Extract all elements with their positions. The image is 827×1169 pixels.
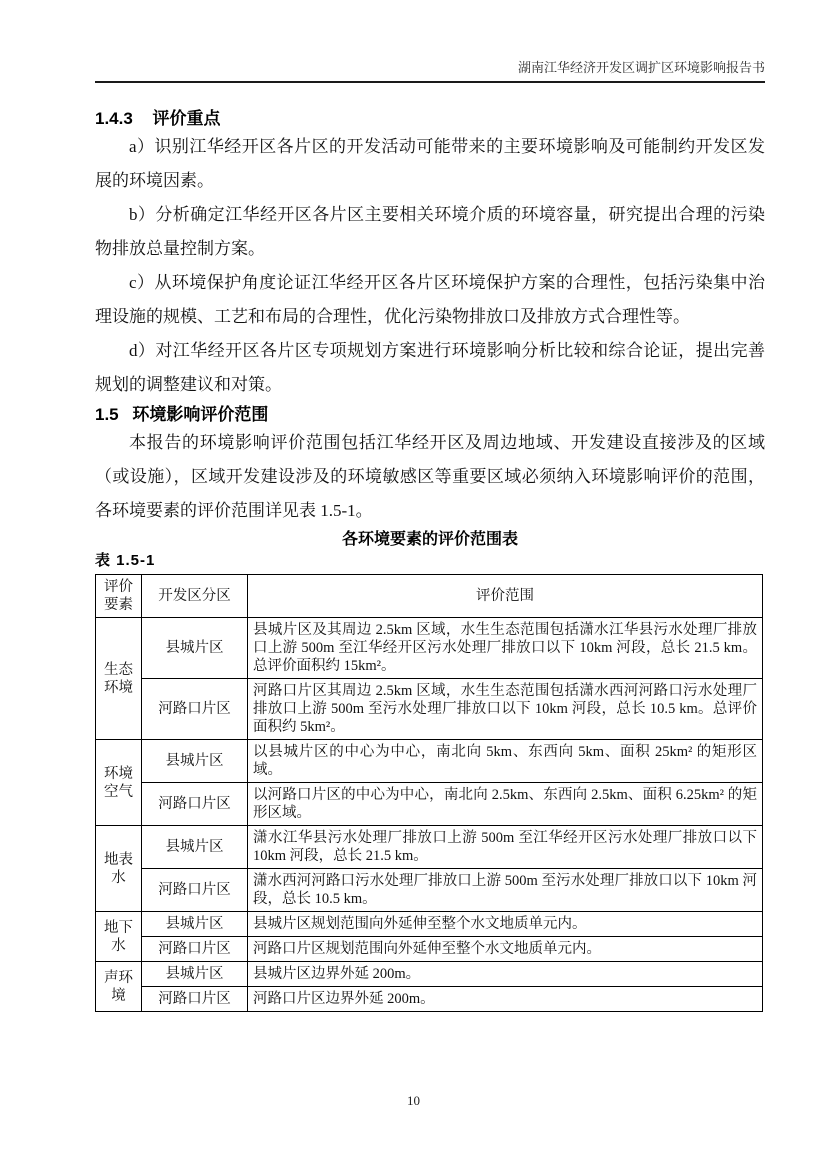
scope-cell: 河路口片区边界外延 200m。	[248, 987, 763, 1012]
section-heading-1-5	[95, 404, 765, 426]
section-number: 1.4.3	[95, 109, 133, 128]
paragraph-d: d）对江华经开区各片区专项规划方案进行环境影响分析比较和综合论证，提出完善规划的调整建议和对策。	[95, 341, 765, 394]
scope-cell: 河路口片区其周边 2.5km 区域，水生生态范围包括潇水西河河路口污水处理厂排放口上游 500m 至污水处理厂排放口以下 10km 河段，总长 10.5 km。总评价面积约 5km²。	[248, 679, 763, 740]
table-row	[96, 826, 763, 869]
paragraph-c: c）从环境保护角度论证江华经开区各片区环境保护方案的合理性，包括污染集中治理设施的规模、工艺和布局的合理性，优化污染物排放口及排放方式合理性等。	[95, 273, 765, 326]
scope-cell: 以河路口片区的中心为中心，南北向 2.5km、东西向 2.5km、面积 6.25km² 的矩形区域。	[248, 783, 763, 826]
paragraph-b: b）分析确定江华经开区各片区主要相关环境介质的环境容量，研究提出合理的污染物排放总量控制方案。	[95, 205, 765, 258]
table-caption: 表 1.5-1	[95, 552, 156, 569]
zone-cell: 河路口片区	[142, 937, 248, 962]
column-header-zone: 开发区分区	[142, 575, 248, 618]
table-row	[96, 618, 763, 679]
zone-cell: 县城片区	[142, 912, 248, 937]
factor-cell-air: 环境空气	[96, 740, 142, 826]
table-row	[96, 783, 763, 826]
scope-cell: 县城片区边界外延 200m。	[248, 962, 763, 987]
running-header	[95, 0, 765, 83]
factor-cell-ecology: 生态环境	[96, 618, 142, 740]
factor-cell-surface-water: 地表水	[96, 826, 142, 912]
zone-cell: 县城片区	[142, 618, 248, 679]
section-title: 评价重点	[152, 109, 221, 128]
zone-cell: 县城片区	[142, 826, 248, 869]
table-header-row	[96, 575, 763, 618]
table-row	[96, 937, 763, 962]
table-row	[96, 679, 763, 740]
scope-cell: 河路口片区规划范围向外延伸至整个水文地质单元内。	[248, 937, 763, 962]
column-header-factor: 评价要素	[96, 575, 142, 618]
section-number: 1.5	[95, 405, 119, 424]
factor-cell-groundwater: 地下水	[96, 912, 142, 962]
scope-cell: 潇水西河河路口污水处理厂排放口上游 500m 至污水处理厂排放口以下 10km 河段，总长 10.5 km。	[248, 869, 763, 912]
scope-cell: 以县城片区的中心为中心，南北向 5km、东西向 5km、面积 25km² 的矩形区域。	[248, 740, 763, 783]
table-title: 各环境要素的评价范围表	[341, 531, 518, 548]
table-row	[96, 740, 763, 783]
zone-cell: 县城片区	[142, 740, 248, 783]
page-number: 10	[407, 1093, 420, 1108]
paragraph-scope-intro: 本报告的环境影响评价范围包括江华经开区及周边地域、开发建设直接涉及的区域（或设施），区域开发建设涉及的环境敏感区等重要区域必须纳入环境影响评价的范围，各环境要素的评价范围详见表 1.5-1。	[95, 433, 765, 520]
table-row	[96, 962, 763, 987]
zone-cell: 河路口片区	[142, 869, 248, 912]
table-row	[96, 912, 763, 937]
paragraph-a: a）识别江华经开区各片区的开发活动可能带来的主要环境影响及可能制约开发区发展的环境因素。	[95, 137, 765, 190]
scope-cell: 县城片区及其周边 2.5km 区域，水生生态范围包括潇水江华县污水处理厂排放口上游 500m 至江华经开区污水处理厂排放口以下 10km 河段，总长 21.5 km。总评价面积约 15km²。	[248, 618, 763, 679]
zone-cell: 河路口片区	[142, 783, 248, 826]
running-header-title: 湖南江华经济开发区调扩区环境影响报告书	[517, 60, 765, 75]
table-row	[96, 869, 763, 912]
zone-cell: 县城片区	[142, 962, 248, 987]
section-title: 环境影响评价范围	[132, 405, 269, 424]
zone-cell: 河路口片区	[142, 987, 248, 1012]
evaluation-scope-table	[95, 574, 763, 1012]
section-heading-1-4-3	[95, 108, 765, 130]
table-row	[96, 987, 763, 1012]
scope-cell: 潇水江华县污水处理厂排放口上游 500m 至江华经开区污水处理厂排放口以下 10km 河段，总长 21.5 km。	[248, 826, 763, 869]
zone-cell: 河路口片区	[142, 679, 248, 740]
factor-cell-noise: 声环境	[96, 962, 142, 1012]
column-header-scope: 评价范围	[248, 575, 763, 618]
scope-cell: 县城片区规划范围向外延伸至整个水文地质单元内。	[248, 912, 763, 937]
